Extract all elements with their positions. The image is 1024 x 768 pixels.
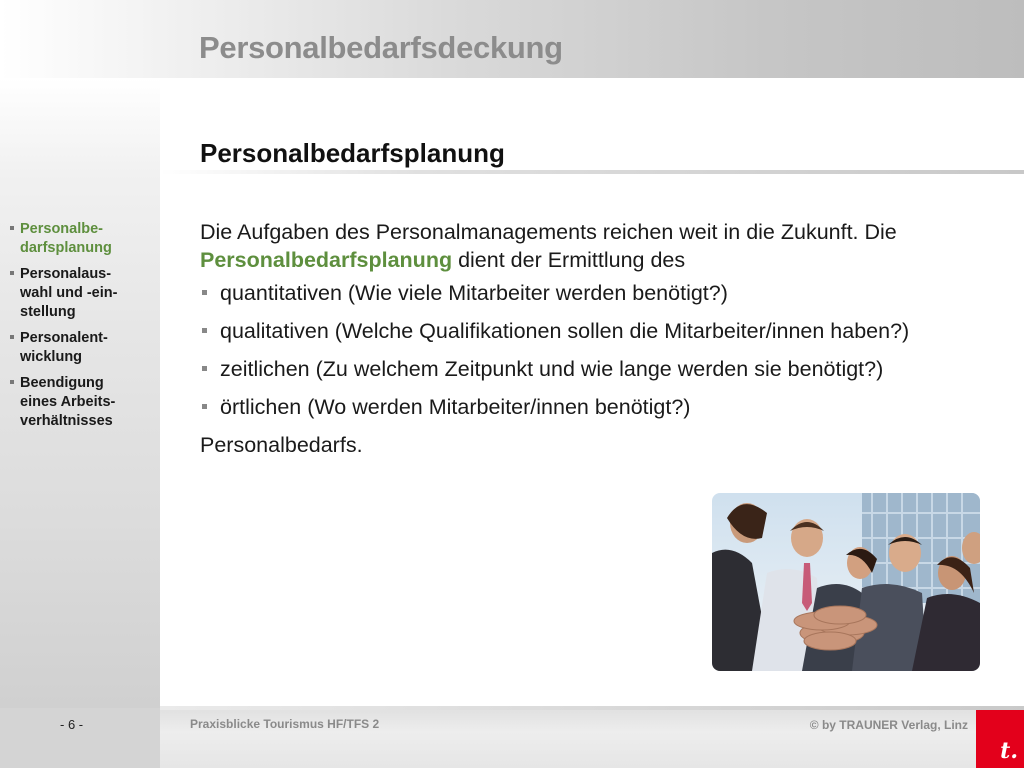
square-bullet-icon [202, 290, 207, 295]
content-body [200, 218, 990, 459]
bullet-text: örtlichen (Wo werden Mitarbeiter/innen benötigt?) [220, 395, 691, 419]
intro-text-end: dient der Ermittlung des [452, 248, 686, 272]
bullet-list [200, 279, 990, 421]
square-bullet-icon [10, 335, 14, 339]
sidebar-item-beendigung[interactable] [10, 374, 150, 431]
intro-highlight: Personalbedarfsplanung [200, 248, 453, 272]
square-bullet-icon [202, 328, 207, 333]
sidebar-nav [10, 220, 150, 438]
sidebar-item-label: Beendigung eines Arbeits- verhältnisses [20, 375, 116, 429]
slide-title: Personalbedarfsdeckung [199, 30, 563, 65]
sidebar-item-label: Personalbe- darfsplanung [20, 221, 112, 256]
footer-divider [160, 706, 1024, 710]
logo-text: t. [1000, 738, 1018, 764]
bullet-item [200, 279, 990, 307]
sidebar-item-personalbedarfsplanung[interactable] [10, 220, 150, 258]
heading-divider [160, 170, 1024, 174]
team-hands-photo [712, 493, 980, 671]
sidebar-item-personalauswahl[interactable] [10, 265, 150, 322]
square-bullet-icon [202, 404, 207, 409]
bullet-item [200, 355, 990, 383]
square-bullet-icon [10, 380, 14, 384]
square-bullet-icon [10, 226, 14, 230]
square-bullet-icon [10, 271, 14, 275]
page-number: - 6 - [60, 717, 84, 732]
intro-text: Die Aufgaben des Personalmanagements reichen weit in die Zukunft. Die [200, 220, 897, 244]
footer-copyright: © by TRAUNER Verlag, Linz [809, 718, 968, 732]
trauner-logo [976, 710, 1024, 768]
intro-paragraph [200, 218, 990, 274]
sidebar-item-label: Personalent- wicklung [20, 330, 108, 365]
sidebar-item-personalentwicklung[interactable] [10, 329, 150, 367]
bullet-text: qualitativen (Welche Qualifikationen sollen die Mitarbeiter/innen haben?) [220, 319, 910, 343]
square-bullet-icon [202, 366, 207, 371]
bullet-item [200, 317, 990, 345]
outro-text: Personalbedarfs. [200, 433, 363, 457]
sidebar-item-label: Personalaus- wahl und -ein- stellung [20, 266, 118, 320]
bullet-item [200, 393, 990, 421]
footer-course-title: Praxisblicke Tourismus HF/TFS 2 [190, 717, 380, 731]
section-heading: Personalbedarfsplanung [200, 138, 505, 168]
bullet-text: zeitlichen (Zu welchem Zeitpunkt und wie lange werden sie benötigt?) [220, 357, 884, 381]
sidebar [0, 78, 160, 708]
bullet-text: quantitativen (Wie viele Mitarbeiter werden benötigt?) [220, 281, 728, 305]
